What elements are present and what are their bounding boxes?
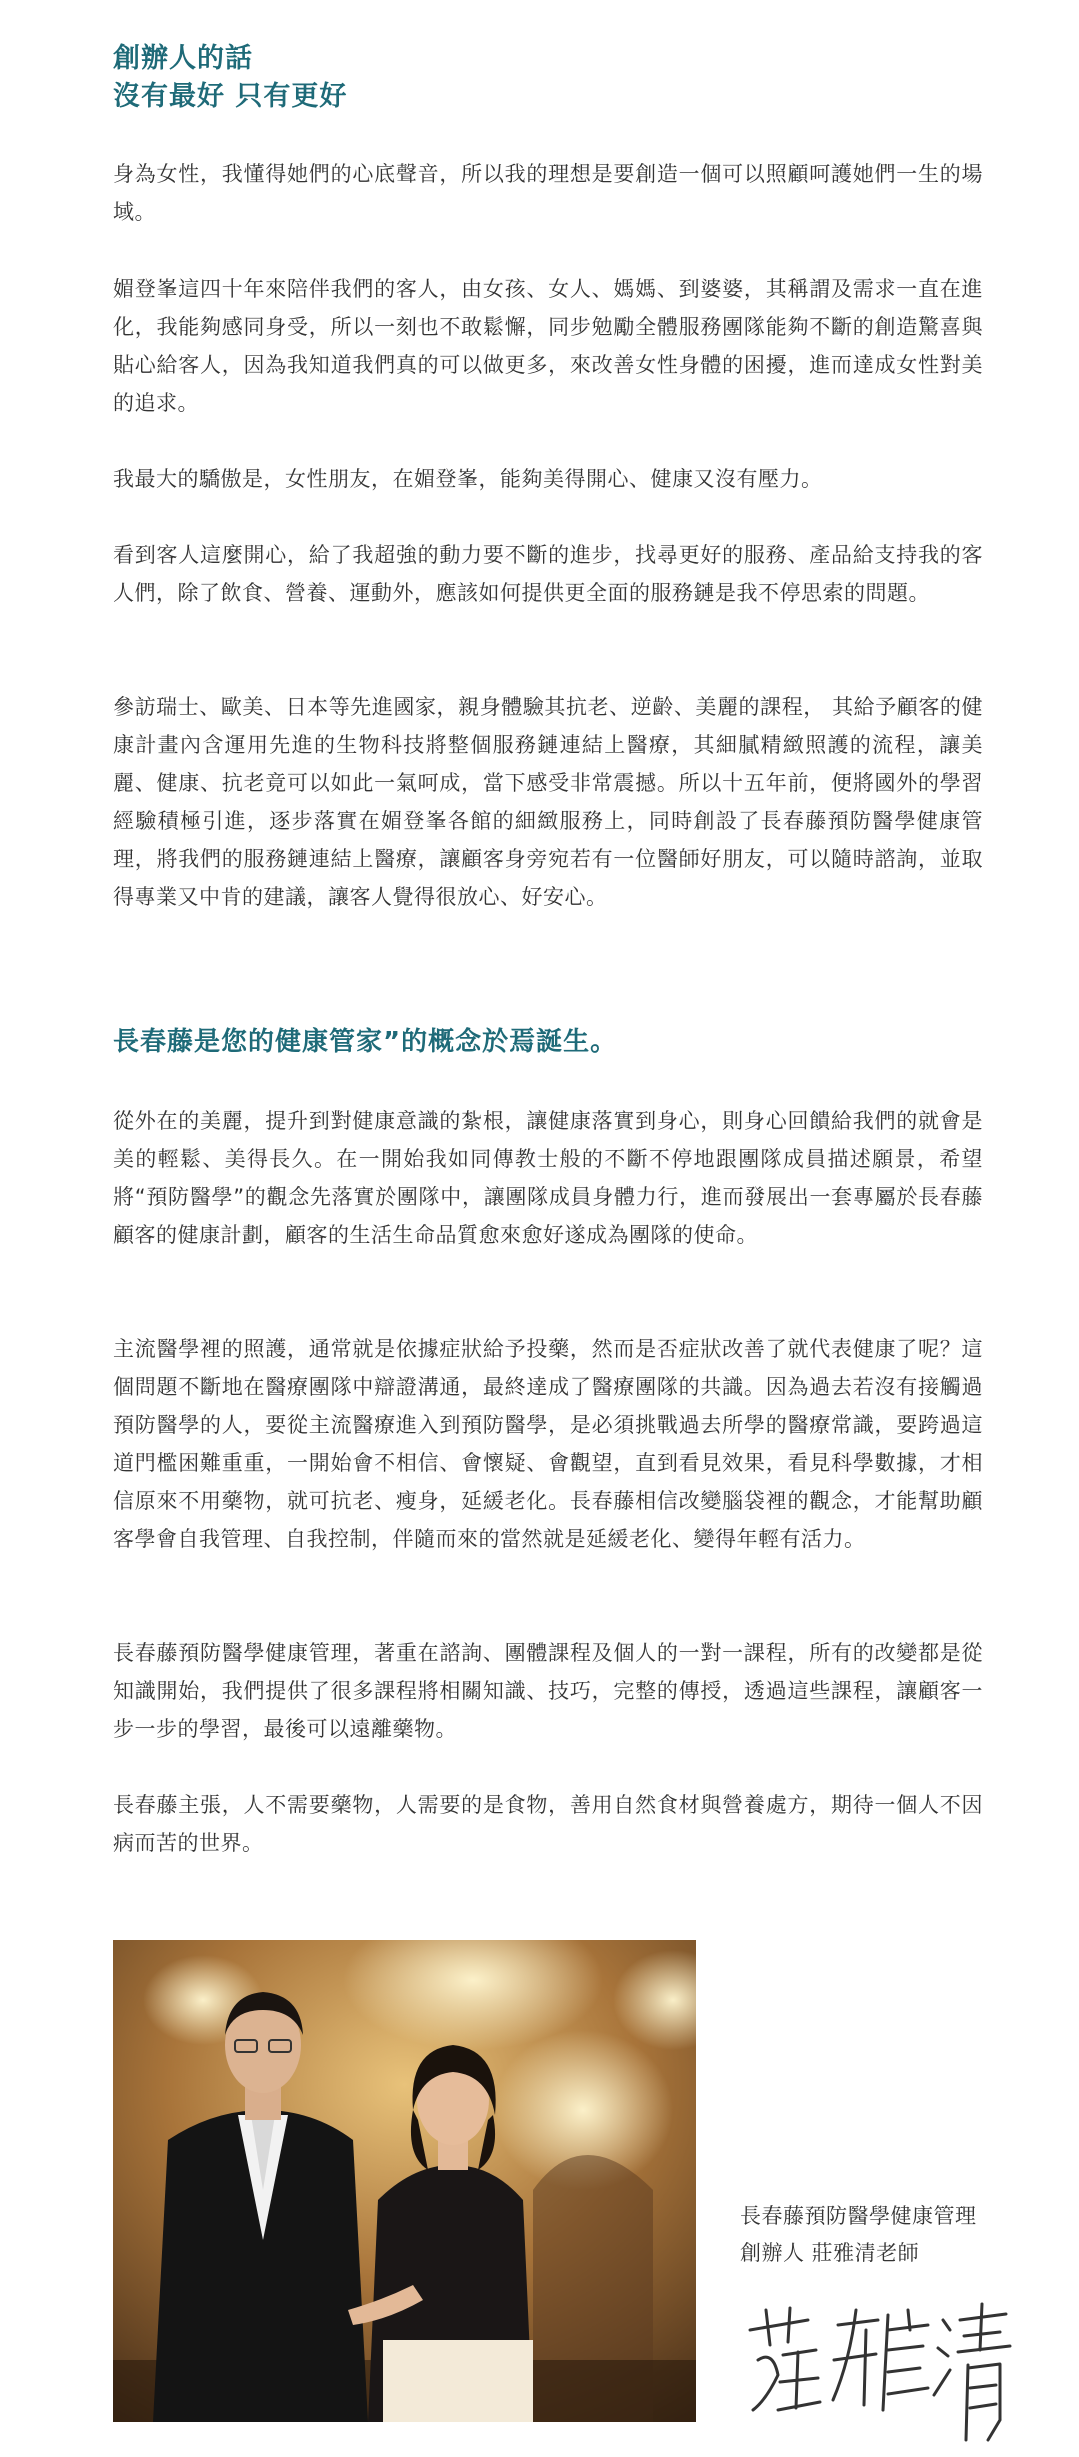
caption-founder: 創辦人 莊雅清老師 — [740, 2241, 920, 2265]
paragraph: 媚登峯這四十年來陪伴我們的客人，由女孩、女人、媽媽、到婆婆，其稱謂及需求一直在進化，我能夠感同身受，所以一刻也不敢鬆懈，同步勉勵全體服務團隊能夠不斷的創造驚喜與貼心給客人，因為我知道我們真的可以做更多，來改善女性身體的困擾，進而達成女性對美的追求。 — [113, 277, 983, 415]
founders-photo — [113, 1940, 696, 2422]
paragraph: 我最大的驕傲是，女性朋友，在媚登峯，能夠美得開心、健康又沒有壓力。 — [113, 467, 823, 491]
paragraph: 看到客人這麼開心，給了我超強的動力要不斷的進步，找尋更好的服務、產品給支持我的客人們，除了飲食、營養、運動外，應該如何提供更全面的服務鏈是我不停思索的問題。 — [113, 543, 983, 605]
paragraph: 身為女性，我懂得她們的心底聲音，所以我的理想是要創造一個可以照顧呵護她們一生的場域。 — [113, 162, 983, 224]
paragraph: 長春藤主張，人不需要藥物，人需要的是食物，善用自然食材與營養處方，期待一個人不因病而苦的世界。 — [113, 1793, 983, 1855]
paragraph: 從外在的美麗，提升到對健康意識的紮根，讓健康落實到身心，則身心回饋給我們的就會是美的輕鬆、美得長久。在一開始我如同傳教士般的不斷不停地跟團隊成員描述願景，希望將“預防醫學”的觀念先落實於團隊中，讓團隊成員身體力行，進而發展出一套專屬於長春藤顧客的健康計劃，顧客的生活生命品質愈來愈好遂成為團隊的使命。 — [113, 1109, 983, 1247]
title-block — [113, 40, 347, 116]
photo-caption — [740, 2198, 977, 2272]
caption-organization: 長春藤預防醫學健康管理 — [740, 2204, 977, 2228]
subheading: 長春藤是您的健康管家”的概念於焉誕生。 — [113, 1027, 618, 1057]
paragraph: 長春藤預防醫學健康管理，著重在諮詢、團體課程及個人的一對一課程，所有的改變都是從知識開始，我們提供了很多課程將相關知識、技巧，完整的傳授，透過這些課程，讓顧客一步一步的學習，最後可以遠離藥物。 — [113, 1641, 983, 1741]
section-title: 創辦人的話 — [113, 43, 253, 74]
section-subtitle: 沒有最好 只有更好 — [113, 81, 348, 112]
paragraph: 主流醫學裡的照護，通常就是依據症狀給予投藥，然而是否症狀改善了就代表健康了呢？這個問題不斷地在醫療團隊中辯證溝通，最終達成了醫療團隊的共識。因為過去若沒有接觸過預防醫學的人，要從主流醫療進入到預防醫學，是必須挑戰過去所學的醫療常識，要跨過這道門檻困難重重，一開始會不相信、會懷疑、會觀望，直到看見效果，看見科學數據，才相信原來不用藥物，就可抗老、瘦身，延緩老化。長春藤相信改變腦袋裡的觀念，才能幫助顧客學會自我管理、自我控制，伴隨而來的當然就是延緩老化、變得年輕有活力。 — [113, 1337, 983, 1551]
paragraph: 參訪瑞士、歐美、日本等先進國家，親身體驗其抗老、逆齡、美麗的課程， 其給予顧客的健康計畫內含運用先進的生物科技將整個服務鏈連結上醫療，其細膩精緻照護的流程，讓美麗、健康、抗老竟可以如此一氣呵成，當下感受非常震撼。所以十五年前，便將國外的學習經驗積極引進，逐步落實在媚登峯各館的細緻服務上，同時創設了長春藤預防醫學健康管理，將我們的服務鏈連結上醫療，讓顧客身旁宛若有一位醫師好朋友，可以隨時諮詢，並取得專業又中肯的建議，讓客人覺得很放心、好安心。 — [113, 695, 983, 909]
handwritten-signature — [738, 2290, 1018, 2450]
